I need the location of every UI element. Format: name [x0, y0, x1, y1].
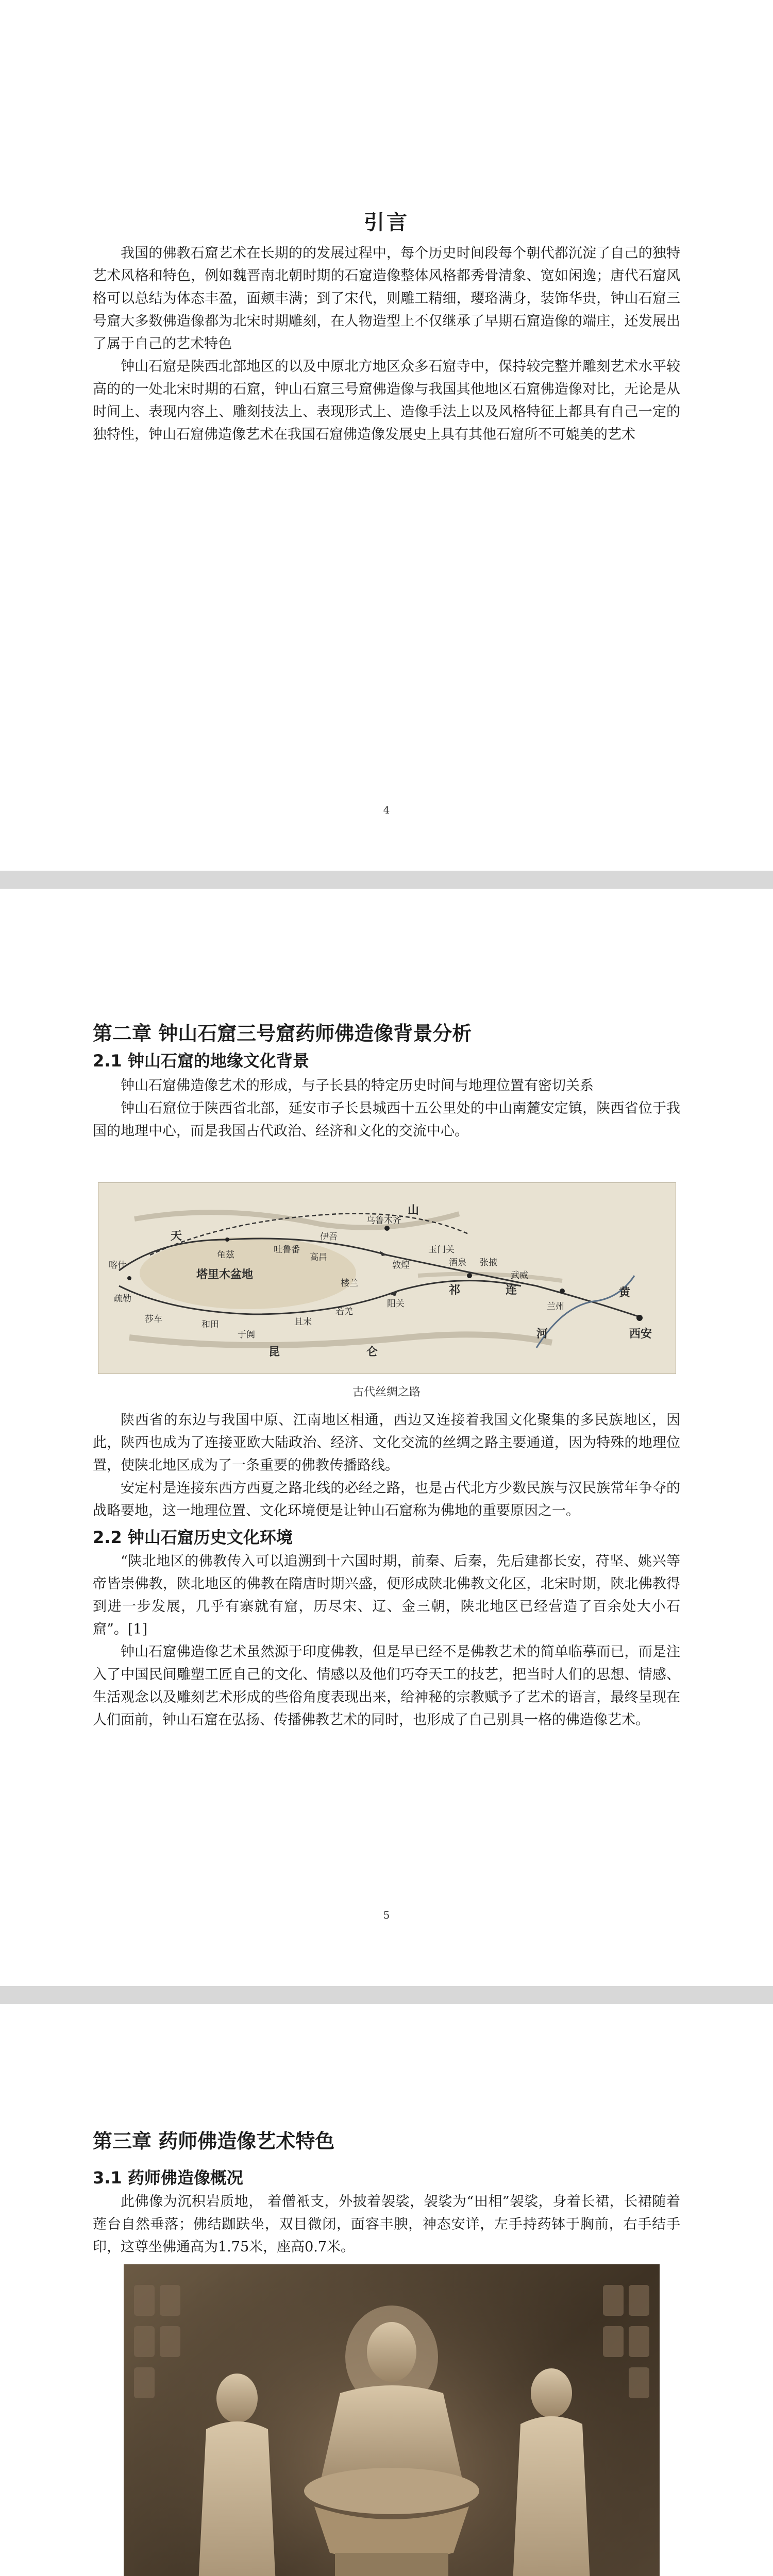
- map-label-jiuquan: 酒泉: [449, 1258, 466, 1268]
- document-page-5: [0, 889, 773, 1986]
- medicine-buddha-photo: [124, 2264, 660, 2576]
- map-label-shule: 疏勒: [114, 1294, 131, 1304]
- chapter-title: 第三章 药师佛造像艺术特色: [93, 2130, 335, 2153]
- paragraph: 此佛像为沉积岩质地， 着僧衹支，外披着袈裟，袈裟为“田相”袈裟，身着长裙，长裙随着莲台自然垂落；佛结跏趺坐，双目微闭，面容丰腴，神态安详，左手持药钵于胸前，右手结手印，这尊坐佛通高为1.75米，座高0.7米。: [93, 2194, 680, 2255]
- map-label-xian: 西安: [629, 1328, 652, 1341]
- map-label-lian: 连: [506, 1284, 517, 1297]
- map-label-tarim-basin: 塔里木盆地: [196, 1268, 254, 1281]
- intro-paragraph-1: 我国的佛教石窟艺术在长期的的发展过程中，每个历史时间段每个朝代都沉淀了自己的独特艺术风格和特色，例如魏晋南北朝时期的石窟造像整体风格都秀骨清象、宽如闲逸；唐代石窟风格可以总结为体态丰盈，面颊丰满；到了宋代，则雕工精细，璎珞满身，装饰华贵，钟山石窟三号窟大多数佛造像都为北宋时期雕刻，在人物造型上不仅继承了早期石窟造像的端庄，还发展出了属于自己的艺术特色: [93, 245, 680, 352]
- map-label-yumenguan: 玉门关: [428, 1245, 455, 1255]
- document-page-6: [0, 2004, 773, 2576]
- map-label-ruoqiang: 若羌: [335, 1307, 353, 1317]
- map-label-turpan: 吐鲁番: [274, 1245, 300, 1255]
- paragraph: 陕西省的东边与我国中原、江南地区相通，西边又连接着我国文化聚集的多民族地区，因此，陕西也成为了连接亚欧大陆政治、经济、文化交流的丝绸之路主要通道，因为特殊的地理位置，使陕北地区成为了一条重要的佛教传播路线。: [93, 1412, 680, 1473]
- section-title: 3.1 药师佛造像概况: [93, 2168, 243, 2188]
- map-label-huang: 黄: [619, 1286, 631, 1299]
- map-label-yutian: 于阗: [238, 1330, 255, 1340]
- section-title: 2.1 钟山石窟的地缘文化背景: [93, 1051, 309, 1071]
- paragraph: “陕北地区的佛教传入可以追溯到十六国时期，前秦、后秦，先后建都长安，苻坚、姚兴等帝皆崇佛教，陕北地区的佛教在隋唐时期兴盛，便形成陕北佛教文化区，北宋时期，陕北佛教得到进一步发展，几乎有寨就有窟，历尽宋、辽、金三朝，陕北地区已经营造了百余处大小石窟”。[1]: [93, 1553, 680, 1637]
- page-number: 5: [383, 1909, 390, 1921]
- chapter2-header: [93, 1018, 680, 1143]
- map-label-shan: 山: [408, 1204, 419, 1217]
- intro-body: [93, 242, 680, 446]
- chapter2-body: [93, 1409, 680, 1732]
- map-label-lun: 仑: [366, 1346, 378, 1359]
- paragraph: 钟山石窟位于陕西省北部，延安市子长县城西十五公里处的中山南麓安定镇，陕西省位于我国的地理中心，而是我国古代政治、经济和文化的交流中心。: [93, 1100, 680, 1139]
- map-label-yiwu: 伊吾: [320, 1232, 338, 1242]
- map-label-kun: 昆: [268, 1346, 280, 1359]
- map-label-zhangye: 张掖: [480, 1258, 497, 1268]
- map-label-lanzhou: 兰州: [547, 1301, 564, 1312]
- map-label-dunhuang: 敦煌: [392, 1260, 410, 1270]
- map-label-qiuci: 龟兹: [217, 1250, 234, 1260]
- map-label-urumqi: 乌鲁木齐: [366, 1215, 401, 1226]
- document-page-4: [0, 0, 773, 871]
- map-label-yangguan: 阳关: [387, 1299, 405, 1309]
- map-label-wuwei: 武威: [511, 1270, 528, 1281]
- page-number: 4: [383, 804, 390, 816]
- map-label-kashgar: 喀什: [109, 1260, 126, 1270]
- section-title: 2.2 钟山石窟历史文化环境: [93, 1528, 293, 1547]
- chapter3-header: [93, 2125, 680, 2259]
- chapter-title: 第二章 钟山石窟三号窟药师佛造像背景分析: [93, 1022, 472, 1045]
- map-label-shache: 莎车: [145, 1314, 162, 1325]
- map-label-loulan: 楼兰: [341, 1278, 358, 1289]
- map-label-qiemo: 且末: [294, 1317, 312, 1327]
- silk-road-map: [98, 1182, 676, 1374]
- intro-title: 引言: [364, 211, 409, 234]
- map-label-he: 河: [536, 1328, 548, 1341]
- intro-paragraph-2: 钟山石窟是陕西北部地区的以及中原北方地区众多石窟寺中，保持较完整并雕刻艺术水平较高的的一处北宋时期的石窟，钟山石窟三号窟佛造像与我国其他地区石窟佛造像对比，无论是从时间上、表现内容上、雕刻技法上、表现形式上、造像手法上以及风格特征上都具有自己一定的独特性，钟山石窟佛造像艺术在我国石窟佛造像发展史上具有其他石窟所不可媲美的艺术: [93, 359, 680, 443]
- map-label-qi: 祁: [449, 1284, 461, 1297]
- map-label-tian: 天: [171, 1230, 182, 1243]
- map-label-gaochang: 高昌: [310, 1252, 327, 1263]
- paragraph: 安定村是连接东西方西夏之路北线的必经之路，也是古代北方少数民族与汉民族常年争夺的战略要地，这一地理位置、文化环境便是让钟山石窟称为佛地的重要原因之一。: [93, 1480, 680, 1519]
- paragraph: 钟山石窟佛造像艺术的形成，与子长县的特定历史时间与地理位置有密切关系: [121, 1078, 594, 1094]
- map-label-hotan: 和田: [201, 1319, 219, 1330]
- map-caption: 古代丝绸之路: [352, 1386, 421, 1399]
- paragraph: 钟山石窟佛造像艺术虽然源于印度佛教，但是早已经不是佛教艺术的简单临摹而已，而是注入了中国民间雕塑工匠自己的文化、情感以及他们巧夺天工的技艺，把当时人们的思想、情感、生活观念以及雕刻艺术形成的些俗角度表现出来，给神秘的宗教赋予了艺术的语言，最终呈现在人们面前，钟山石窟在弘扬、传播佛教艺术的同时，也形成了自己别具一格的佛造像艺术。: [93, 1644, 680, 1728]
